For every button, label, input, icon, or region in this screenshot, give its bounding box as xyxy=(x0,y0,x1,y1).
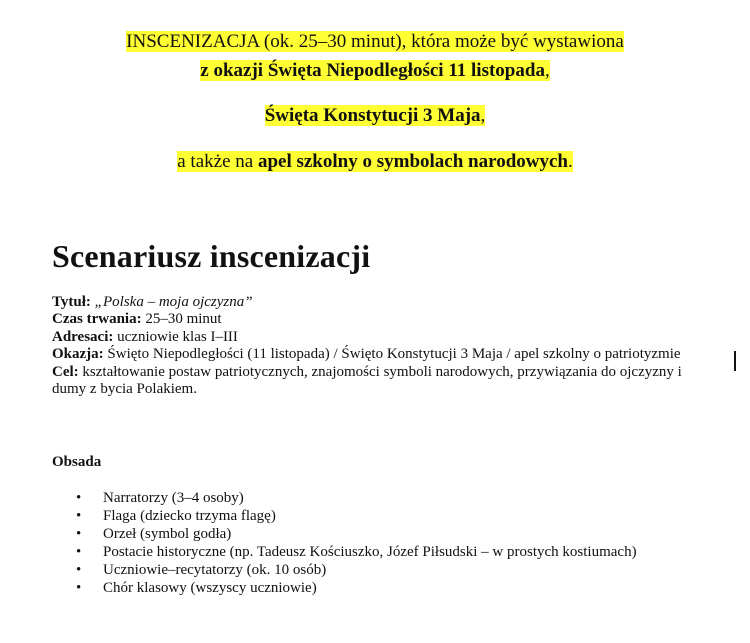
meta-tytul-label: Tytuł: xyxy=(52,294,91,310)
meta-adresaci xyxy=(52,329,692,346)
meta-czas-label: Czas trwania: xyxy=(52,311,142,328)
meta-cel-value: kształtowanie postaw patriotycznych, znajomości symboli narodowych, przywiązania do ojczyzny i dumy z bycia Polakiem. xyxy=(52,363,682,398)
list-item: • Orzeł (symbol godła) xyxy=(76,526,656,543)
intro-line-1-text: INSCENIZACJA (ok. 25–30 minut), która może być wystawiona xyxy=(126,31,624,52)
intro-line-2-end: , xyxy=(544,60,550,81)
meta-tytul-value: „Polska – moja ojczyzna” xyxy=(94,294,253,310)
intro-line-2-text: z okazji Święta Niepodległości 11 listopada xyxy=(200,60,545,81)
list-item: • Narratorzy (3–4 osoby) xyxy=(76,490,656,507)
list-item: • Chór klasowy (wszyscy uczniowie) xyxy=(76,580,656,597)
text-cursor xyxy=(734,351,736,371)
meta-cel xyxy=(52,364,692,399)
intro-line-3 xyxy=(0,104,750,128)
intro-line-3-text: Święta Konstytucji 3 Maja xyxy=(264,105,481,126)
intro-line-2 xyxy=(0,59,750,83)
list-item: • Flaga (dziecko trzyma flagę) xyxy=(76,508,656,525)
meta-tytul xyxy=(52,294,692,311)
intro-line-4-end: . xyxy=(567,151,573,172)
intro-line-4-bold: apel szkolny o symbolach narodowych xyxy=(257,151,568,172)
meta-adresaci-value: uczniowie klas I–III xyxy=(117,328,238,345)
meta-okazja xyxy=(52,346,692,363)
intro-line-4-start: a także na xyxy=(177,151,258,172)
meta-czas-value: 25–30 minut xyxy=(145,311,222,328)
obsada-heading: Obsada xyxy=(52,454,102,470)
meta-cel-label: Cel: xyxy=(52,363,79,380)
intro-line-3-end: , xyxy=(480,105,486,126)
meta-okazja-label: Okazja: xyxy=(52,346,104,363)
scenario-meta xyxy=(52,294,692,398)
obsada-list xyxy=(76,490,656,598)
meta-okazja-value: Święto Niepodległości (11 listopada) / Święto Konstytucji 3 Maja / apel szkolny o patriotyzmie xyxy=(107,346,681,363)
page-title: Scenariusz inscenizacji xyxy=(52,238,371,274)
list-item: • Uczniowie–recytatorzy (ok. 10 osób) xyxy=(76,562,656,579)
list-item: • Postacie historyczne (np. Tadeusz Kościuszko, Józef Piłsudski – w prostych kostiumach) xyxy=(76,544,656,561)
intro-line-4 xyxy=(0,150,750,174)
meta-adresaci-label: Adresaci: xyxy=(52,328,114,345)
meta-czas xyxy=(52,311,692,328)
intro-line-1 xyxy=(0,30,750,54)
